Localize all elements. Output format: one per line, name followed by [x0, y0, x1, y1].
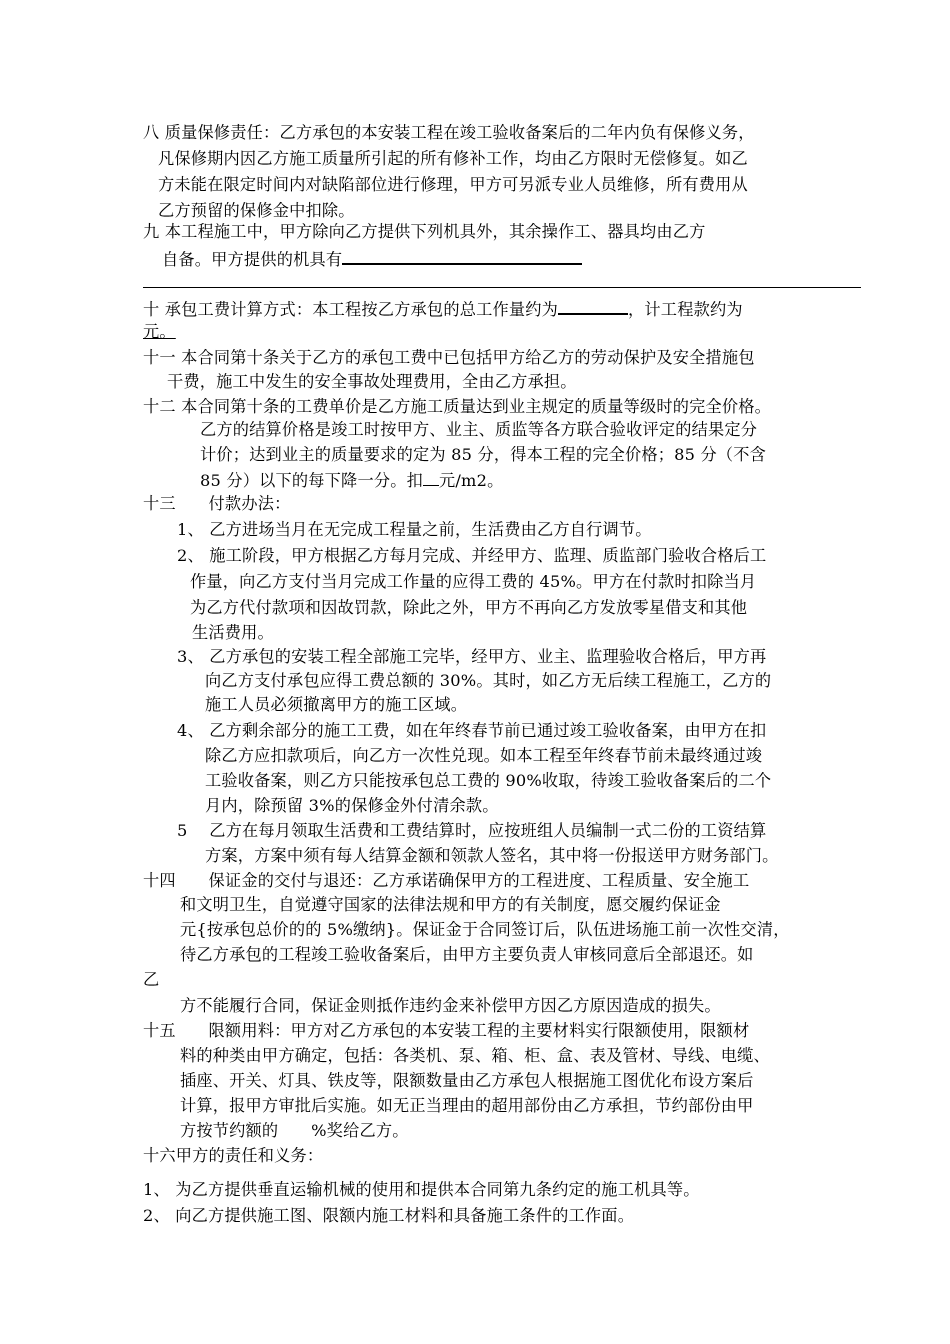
clause-15-line-2: 料的种类由甲方确定，包括：各类机、泵、箱、柜、盒、表及管材、导线、电缆、: [180, 1046, 770, 1065]
clause-13-item-4-line-4: 月内，除预留 3%的保修金外付清余款。: [205, 796, 499, 815]
clause-14-line-5: 乙: [143, 970, 160, 989]
tools-blank: [342, 248, 582, 265]
clause-9-text: 自备。甲方提供的机具有: [162, 250, 343, 269]
clause-13-item-5-line-2: 方案，方案中须有每人结算金额和领款人签名，其中将一份报送甲方财务部门。: [205, 846, 779, 865]
clause-9-line-1: 九 本工程施工中，甲方除向乙方提供下列机具外，其余操作工、器具均由乙方: [143, 222, 706, 241]
clause-13-item-3-line-3: 施工人员必须撤离甲方的施工区域。: [205, 695, 468, 714]
clause-16-item-2: 2、 向乙方提供施工图、限额内施工材料和具备施工条件的工作面。: [143, 1206, 635, 1225]
clause-8-line-4: 乙方预留的保修金中扣除。: [158, 201, 355, 220]
clause-13-item-5-line-1: 5 乙方在每月领取生活费和工费结算时，应按班组人员编制一式二份的工资结算: [177, 821, 767, 840]
workload-blank: [558, 298, 628, 315]
clause-10-text-b: ，计工程款约为: [628, 300, 743, 319]
clause-14-line-6: 方不能履行合同，保证金则抵作违约金来补偿甲方因乙方原因造成的损失。: [180, 996, 721, 1015]
clause-13-item-3-line-1: 3、 乙方承包的安装工程全部施工完毕，经甲方、业主、监理验收合格后，甲方再: [177, 647, 767, 666]
clause-12-line-2: 乙方的结算价格是竣工时按甲方、业主、质监等各方联合验收评定的结果定分: [200, 420, 758, 439]
clause-13-item-4-line-2: 除乙方应扣款项后，向乙方一次性兑现。如本工程至年终春节前未最终通过竣: [205, 746, 763, 765]
clause-12-line-4: [200, 470, 503, 491]
clause-13-item-1: 1、 乙方进场当月在无完成工程量之前，生活费由乙方自行调节。: [177, 520, 652, 539]
clause-11-line-2: 干费，施工中发生的安全事故处理费用，全由乙方承担。: [167, 372, 577, 391]
clause-15-line-4: 计算，报甲方审批后实施。如无正当理由的超用部份由乙方承担，节约部份由甲: [180, 1096, 754, 1115]
clause-12-text-a: 85 分）以下的每下降一分。扣: [200, 471, 423, 490]
clause-15-line-1: 十五 限额用料：甲方对乙方承包的本安装工程的主要材料实行限额使用，限额材: [143, 1021, 750, 1040]
clause-13-item-4-line-1: 4、 乙方剩余部分的施工工费，如在年终春节前已通过竣工验收备案，由甲方在扣: [177, 721, 767, 740]
clause-14-line-1: 十四 保证金的交付与退还：乙方承诺确保甲方的工程进度、工程质量、安全施工: [143, 871, 750, 890]
clause-13-item-3-line-2: 向乙方支付承包应得工费总额的 30%。其时，如乙方无后续工程施工，乙方的: [205, 671, 772, 690]
clause-9-line-2: [162, 248, 582, 270]
clause-12-line-3: 计价；达到业主的质量要求的定为 85 分，得本工程的完全价格；85 分（不含: [200, 445, 767, 464]
clause-14-line-2: 和文明卫生，自觉遵守国家的法律法规和甲方的有关制度，愿交履约保证金: [180, 895, 721, 914]
clause-16-item-1: 1、 为乙方提供垂直运输机械的使用和提供本合同第九条约定的施工机具等。: [143, 1180, 700, 1199]
clause-10-line-2: 元。: [143, 322, 176, 341]
horizontal-rule: [143, 287, 861, 288]
clause-15-line-5: 方按节约额的 %奖给乙方。: [180, 1121, 409, 1140]
clause-13-item-2-line-3: 为乙方代付款项和因故罚款，除此之外，甲方不再向乙方发放零星借支和其他: [190, 598, 748, 617]
clause-12-line-1: 十二 本合同第十条的工费单价是乙方施工质量达到业主规定的质量等级时的完全价格。: [143, 397, 772, 416]
clause-14-line-4: 待乙方承包的工程竣工验收备案后，由甲方主要负责人审核同意后全部退还。如: [180, 945, 754, 964]
clause-13-item-2-line-1: 2、 施工阶段，甲方根据乙方每月完成、并经甲方、监理、质监部门验收合格后工: [177, 546, 767, 565]
clause-10-line-1: [143, 298, 743, 320]
clause-11-line-1: 十一 本合同第十条关于乙方的承包工费中已包括甲方给乙方的劳动保护及安全措施包: [143, 348, 755, 367]
clause-10-text-a: 十 承包工费计算方式：本工程按乙方承包的总工作量约为: [143, 300, 559, 319]
clause-13-item-2-line-2: 作量，向乙方支付当月完成工作量的应得工费的 45%。甲方在付款时扣除当月: [190, 572, 757, 591]
clause-13-item-4-line-3: 工验收备案，则乙方只能按承包总工费的 90%收取，待竣工验收备案后的二个: [205, 771, 772, 790]
clause-13-item-2-line-4: 生活费用。: [192, 623, 274, 642]
clause-15-line-3: 插座、开关、灯具、铁皮等，限额数量由乙方承包人根据施工图优化布设方案后: [180, 1071, 754, 1090]
clause-8-line-1: 八 质量保修责任：乙方承包的本安装工程在竣工验收备案后的二年内负有保修义务，: [143, 123, 755, 142]
clause-13-heading: 十三 付款办法：: [143, 494, 291, 513]
clause-8-line-2: 凡保修期内因乙方施工质量所引起的所有修补工作，均由乙方限时无偿修复。如乙: [158, 149, 748, 168]
clause-14-line-3: 元{按承包总价的的 5%缴纳}。保证金于合同签订后，队伍进场施工前一次性交清，: [180, 920, 790, 939]
clause-12-text-b: 元/m2。: [439, 471, 504, 490]
deduction-blank: [423, 470, 439, 486]
clause-16-heading: 十六甲方的责任和义务：: [143, 1146, 324, 1165]
clause-8-line-3: 方未能在限定时间内对缺陷部位进行修理，甲方可另派专业人员维修，所有费用从: [158, 175, 748, 194]
